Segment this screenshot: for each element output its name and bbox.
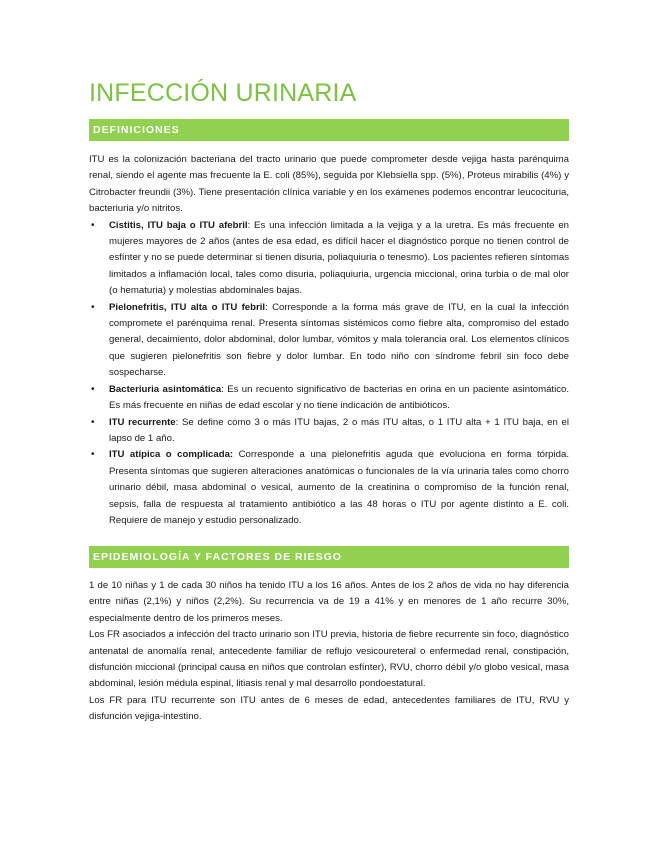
definitions-list [89,218,569,530]
term-cistitis: Cistitis, ITU baja o ITU afebril [109,219,248,231]
bullet-icon: • [91,301,95,313]
term-bacteriuria: Bacteriuria asintomática [109,383,222,395]
term-pielonefritis: Pielonefritis, ITU alta o ITU febril [109,301,266,313]
definition-itu-recurrente: : Se define como 3 o más ITU bajas, 2 o más ITU altas, o 1 ITU alta + 1 ITU baja, en el lapso de 1 año. [109,416,570,444]
term-itu-atipica: ITU atípica o complicada: [109,449,234,461]
factores-riesgo-paragraph: Los FR asociados a infección del tracto urinario son ITU previa, historia de fiebre recurrente sin foco, diagnóstico antenatal de anomalía renal, antecedente familiar de reflujo vesicoureteral o enfermedad renal, constipación, disfunción miccional (principal causa en niños que controlan esfínter), RVU, chorro débil y/o globo vesical, masa abdominal, lesión médula espinal, litiasis renal y mal desarrollo pondoestatural. [89,629,569,690]
section-heading-epidemiologia: EPIDEMIOLOGÍA Y FACTORES DE RIESGO [89,546,569,568]
section-heading-definiciones: DEFINICIONES [89,119,569,141]
page-title: INFECCIÓN URINARIA [89,79,357,107]
bullet-icon: • [91,416,95,428]
list-item-pielonefritis [89,300,569,382]
section-definiciones [89,152,569,529]
bullet-icon: • [91,383,95,395]
definition-bacteriuria: : Es un recuento significativo de bacterias en orina en un paciente asintomático. Es más frecuente en niñas de edad escolar y no tiene indicación de antibióticos. [109,383,569,412]
term-itu-recurrente: ITU recurrente [109,416,176,428]
definition-cistitis: : Es una infección limitada a la vejiga y a la uretra. Es más frecuente en mujeres mayores de 2 años (antes de esa edad, es difícil hacer el diagnóstico porque no tienen control de esfínter y no se puede determinar si tienen disuria, poliaquiuria o tenesmo). Los pacientes refieren síntomas limitados a inflamación local, tales como disuria, poliaquiuria, urgencia miccional, orina turbia o de mal olor (o hematuria) y molestias abdominales bajas. [109,219,569,297]
section-epidemiologia [89,578,569,726]
list-item-itu-recurrente [89,415,569,448]
bullet-icon: • [91,219,95,231]
list-item-itu-atipica [89,447,569,529]
definition-itu-atipica: Corresponde a una pielonefritis aguda que evoluciona en forma tórpida. Presenta síntomas que sugieren alteraciones anatómicas o funcionales de la vía urinaria tales como chorro urinario débil, masa abdominal o vesical, aumento de la creatinina o compromiso de la función renal, sepsis, falla de respuesta al tratamiento antibiótico a las 48 horas o ITU por agente distinto a E. coli. Requiere de manejo y estudio personalizado. [109,449,569,526]
itu-recurrente-fr-paragraph: Los FR para ITU recurrente son ITU antes de 6 meses de edad, antecedentes familiares de ITU, RVU y disfunción vejiga-intestino. [89,694,569,723]
list-item-cistitis [89,218,569,300]
list-item-bacteriuria [89,382,569,415]
bullet-icon: • [91,449,95,461]
definiciones-intro: ITU es la colonización bacteriana del tracto urinario que puede comprometer desde vejiga hasta parénquima renal, siendo el agente mas frecuente la E. coli (85%), seguida por Klebsiella spp. (5%), Proteus mirabilis (4%) y Citrobacter freundii (3%). Tiene presentación clínica variable y en los exámenes podemos encontrar leucocituria, bacteriuria y/o nitritos. [89,154,569,215]
definition-pielonefritis: : Corresponde a la forma más grave de ITU, en la cual la infección compromete el parénquima renal. Presenta síntomas sistémicos como fiebre alta, compromiso del estado general, decaimiento, dolor abdominal, dolor lumbar, vómitos y mala tolerancia oral. Los elementos clínicos que sugieren pielonefritis son fiebre y dolor lumbar. En todo niño con síndrome febril sin foco debe sospecharse. [109,301,569,379]
epidemiologia-paragraph: 1 de 10 niñas y 1 de cada 30 niños ha tenido ITU a los 16 años. Antes de los 2 años de vida no hay diferencia entre niñas (2,1%) y niños (2,2%). Su recurrencia va de 19 a 41% y en menores de 1 año recurre 30%, especialmente dentro de los primeros meses. [89,580,569,624]
